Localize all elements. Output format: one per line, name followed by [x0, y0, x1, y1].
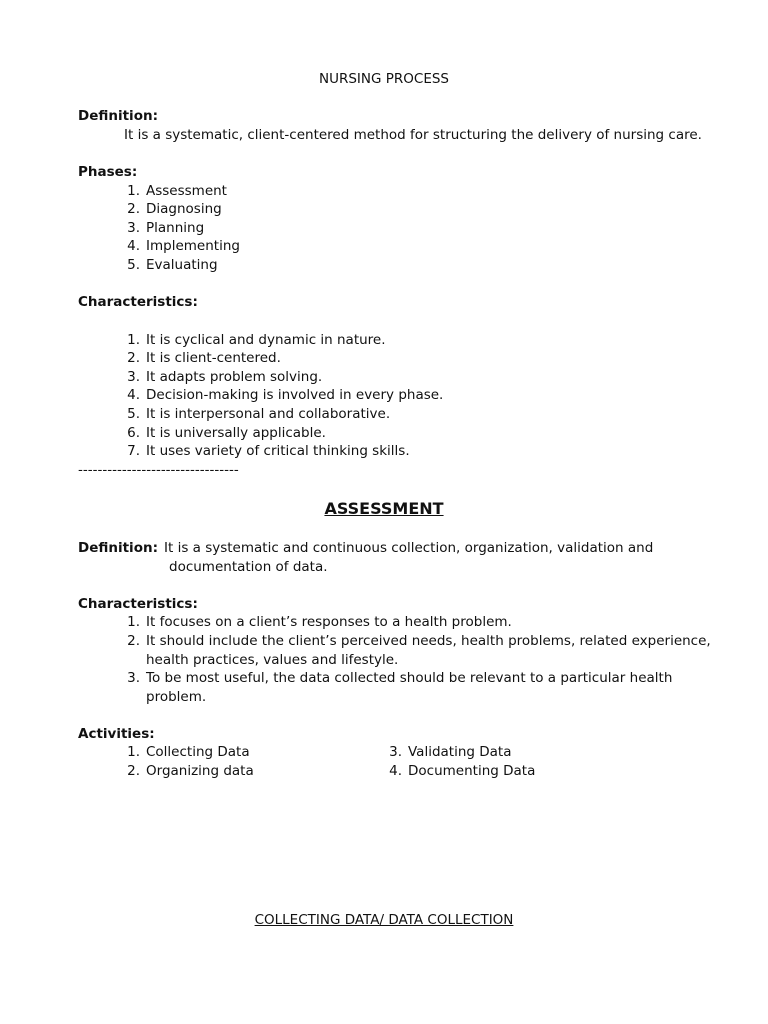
- assessment-definition-line2: documentation of data.: [169, 559, 328, 575]
- characteristic-item: 2. It is client-centered.: [127, 350, 281, 366]
- assessment-characteristic-item: 3. To be most useful, the data collected should be relevant to a particular health: [127, 670, 673, 686]
- phase-item: 2. Diagnosing: [127, 201, 222, 217]
- phase-item: 3. Planning: [127, 220, 205, 236]
- characteristics-label: Characteristics:: [78, 294, 198, 310]
- characteristic-item: 6. It is universally applicable.: [127, 425, 326, 441]
- activity-item: 1. Collecting Data: [127, 744, 250, 760]
- activities-label: Activities:: [78, 726, 155, 742]
- phase-item: 1. Assessment: [127, 183, 227, 199]
- definition-label: Definition:: [78, 108, 158, 124]
- assessment-characteristic-continuation: problem.: [146, 689, 207, 705]
- activity-item: 4. Documenting Data: [389, 763, 536, 779]
- characteristic-item: 5. It is interpersonal and collaborative.: [127, 406, 391, 422]
- assessment-definition-label: Definition:: [78, 540, 158, 556]
- assessment-characteristic-continuation: health practices, values and lifestyle.: [146, 652, 399, 668]
- characteristic-item: 1. It is cyclical and dynamic in nature.: [127, 332, 386, 348]
- phase-item: 4. Implementing: [127, 238, 240, 254]
- definition-text: It is a systematic, client-centered method for structuring the delivery of nursing care.: [124, 127, 702, 143]
- activity-item: 3. Validating Data: [389, 744, 512, 760]
- characteristic-item: 7. It uses variety of critical thinking skills.: [127, 443, 410, 459]
- separator-line: ---------------------------------: [78, 462, 239, 478]
- characteristic-item: 4. Decision-making is involved in every phase.: [127, 387, 444, 403]
- assessment-characteristic-item: 1. It focuses on a client’s responses to a health problem.: [127, 614, 512, 630]
- assessment-characteristics-label: Characteristics:: [78, 596, 198, 612]
- page-title: NURSING PROCESS: [318, 71, 449, 87]
- phases-label: Phases:: [78, 164, 138, 180]
- assessment-characteristic-item: 2. It should include the client’s perceived needs, health problems, related experience,: [127, 633, 711, 649]
- activity-item: 2. Organizing data: [127, 763, 254, 779]
- phase-item: 5. Evaluating: [127, 257, 218, 273]
- characteristic-item: 3. It adapts problem solving.: [127, 369, 323, 385]
- assessment-heading: ASSESSMENT: [324, 499, 444, 518]
- collecting-data-heading: COLLECTING DATA/ DATA COLLECTION: [254, 912, 514, 928]
- assessment-definition-line1: It is a systematic and continuous collection, organization, validation and: [164, 540, 654, 556]
